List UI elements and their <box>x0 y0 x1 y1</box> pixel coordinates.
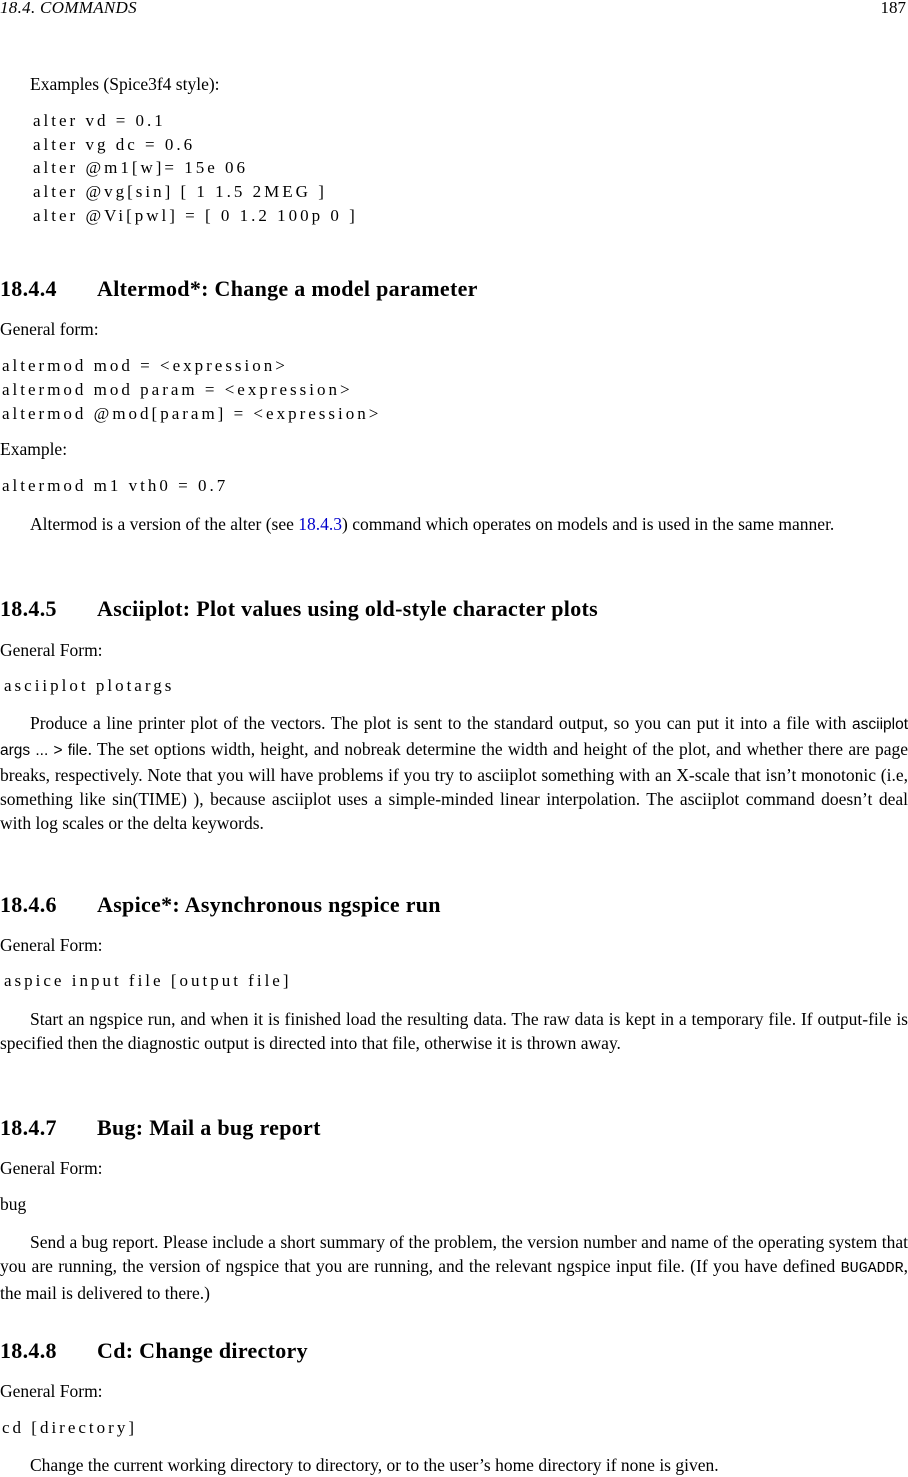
section-number: 18.4.8 <box>0 1338 57 1363</box>
code-line: alter @Vi[pwl] = [ 0 1.2 100p 0 ] <box>33 206 358 225</box>
code-line: alter vd = 0.1 <box>33 111 166 130</box>
code-line: asciiplot plotargs <box>4 676 175 695</box>
general-form-label: General Form: <box>0 640 103 660</box>
general-form-label: General form: <box>0 319 99 339</box>
section-link[interactable]: 18.4.3 <box>298 514 342 534</box>
section-heading-asciiplot <box>0 596 598 622</box>
code-line: alter @m1[w]= 15e 06 <box>33 158 249 177</box>
code-line: altermod @mod[param] = <expression> <box>2 404 382 423</box>
code-line: alter vg dc = 0.6 <box>33 135 196 154</box>
code-line: aspice input file [output file] <box>4 971 292 990</box>
code-line: altermod mod = <expression> <box>2 356 288 375</box>
section-heading-cd <box>0 1338 308 1364</box>
cd-description: Change the current working directory to directory, or to the user’s home directory if none is given. <box>30 1455 719 1475</box>
section-title: Asciiplot: Plot values using old-style character plots <box>97 596 598 621</box>
general-form-label: General Form: <box>0 935 103 955</box>
code-line: altermod m1 vth0 = 0.7 <box>2 476 229 495</box>
section-heading-bug <box>0 1115 321 1141</box>
section-heading-aspice <box>0 892 441 918</box>
code-line: cd [directory] <box>2 1418 137 1437</box>
section-number: 18.4.5 <box>0 596 57 621</box>
section-number: 18.4.7 <box>0 1115 57 1140</box>
code-line: alter @vg[sin] [ 1 1.5 2MEG ] <box>33 182 327 201</box>
aspice-description: Start an ngspice run, and when it is finished load the resulting data. The raw data is kept in a temporary file. If output-file is specified then the diagnostic output is directed into that file, otherwise it is thrown away. <box>0 1009 908 1053</box>
code-line: altermod mod param = <expression> <box>2 380 353 399</box>
example-label: Example: <box>0 439 68 459</box>
asciiplot-description: Produce a line printer plot of the vectors. The plot is sent to the standard output, so you can put it into a file with asciiplot args ... > file. The set options width, height, and nobreak determine the width and height of the plot, and whether there are page breaks, respectively. Note that you will have problems if you try to asciiplot something with an X-scale that isn’t monotonic (i.e, something like sin(TIME) ), because asciiplot uses a simple-minded linear interpolation. The asciiplot command doesn’t deal with log scales or the delta keywords. <box>0 713 908 833</box>
altermod-description: Altermod is a version of the alter (see 18.4.3) command which operates on models and is used in the same manner. <box>30 514 835 534</box>
bug-description: Send a bug report. Please include a short summary of the problem, the version number and name of the operating system that you are running, the version of ngspice that you are running, and the relevant ngspice input file. (If you have defined BUGADDR, the mail is delivered to there.) <box>0 1232 908 1303</box>
code-line: bug <box>0 1194 27 1214</box>
section-number: 18.4.6 <box>0 892 57 917</box>
page-number: 187 <box>880 0 906 17</box>
general-form-label: General Form: <box>0 1381 103 1401</box>
examples-label: Examples (Spice3f4 style): <box>30 74 220 94</box>
section-title: Aspice*: Asynchronous ngspice run <box>97 892 441 917</box>
general-form-label: General Form: <box>0 1158 103 1178</box>
section-heading-altermod <box>0 276 478 302</box>
section-number: 18.4.4 <box>0 276 57 301</box>
inline-code: asciiplot args ... > file <box>0 716 908 759</box>
section-title: Bug: Mail a bug report <box>97 1115 321 1140</box>
section-title: Altermod*: Change a model parameter <box>97 276 478 301</box>
running-header-section: 18.4. COMMANDS <box>0 0 137 17</box>
inline-code: BUGADDR <box>840 1260 904 1277</box>
section-title: Cd: Change directory <box>97 1338 308 1363</box>
